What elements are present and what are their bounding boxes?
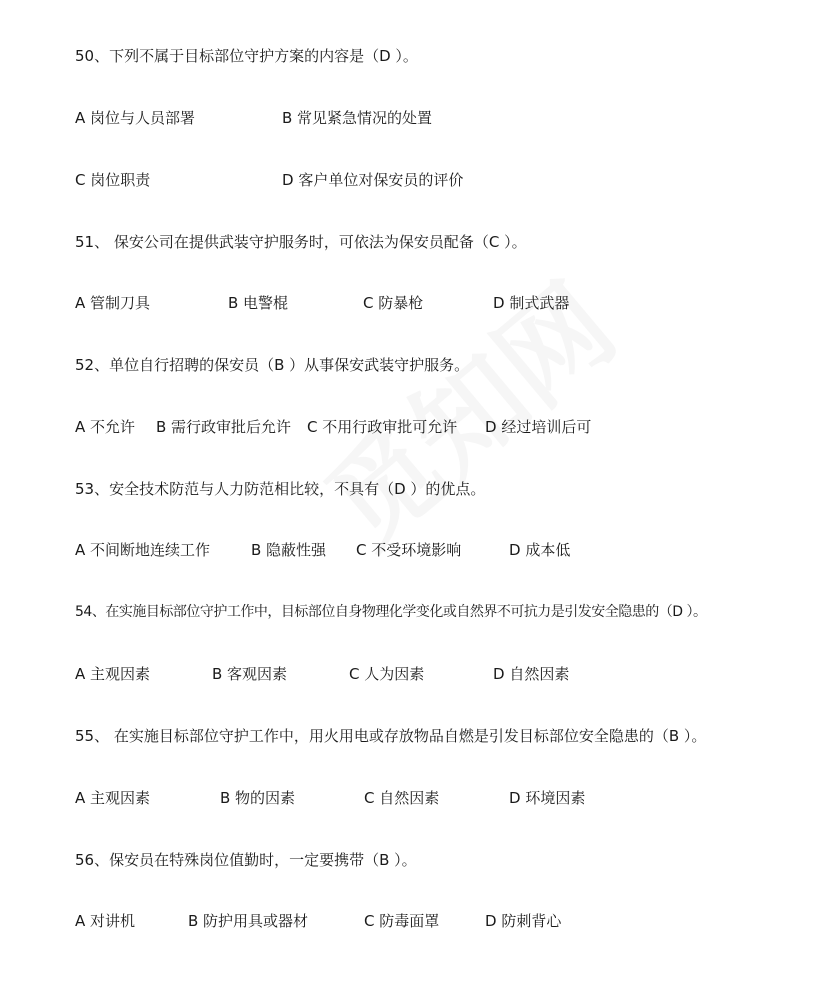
question-51-stem: 51、 保安公司在提供武装守护服务时，可依法为保安员配备（C ）。 (75, 233, 527, 251)
question-54-option-b: B 客观因素 (212, 665, 288, 683)
question-51-option-a: A 管制刀具 (75, 294, 151, 312)
question-51-option-c: C 防暴枪 (363, 294, 424, 312)
question-55-option-a: A 主观因素 (75, 789, 151, 807)
question-55-option-b: B 物的因素 (220, 789, 296, 807)
question-56-option-d: D 防刺背心 (485, 912, 562, 930)
question-56-option-a: A 对讲机 (75, 912, 136, 930)
question-52-stem: 52、单位自行招聘的保安员（B ）从事保安武装守护服务。 (75, 356, 470, 374)
question-51-option-b: B 电警棍 (228, 294, 289, 312)
question-52-option-a: A 不允许 (75, 418, 136, 436)
question-55-option-c: C 自然因素 (364, 789, 440, 807)
question-53-option-b: B 隐蔽性强 (251, 541, 327, 559)
question-55-stem: 55、 在实施目标部位守护工作中，用火用电或存放物品自燃是引发目标部位安全隐患的（B ）。 (75, 727, 707, 745)
watermark (288, 242, 642, 575)
question-51-option-d: D 制式武器 (493, 294, 570, 312)
question-53-stem: 53、安全技术防范与人力防范相比较，不具有（D ）的优点。 (75, 480, 486, 498)
question-54-option-a: A 主观因素 (75, 665, 151, 683)
question-50-stem: 50、下列不属于目标部位守护方案的内容是（D ）。 (75, 47, 418, 65)
question-56-option-b: B 防护用具或器材 (188, 912, 309, 930)
question-53-option-a: A 不间断地连续工作 (75, 541, 211, 559)
question-54-option-c: C 人为因素 (349, 665, 425, 683)
question-53-option-d: D 成本低 (509, 541, 571, 559)
question-52-option-c: C 不用行政审批可允许 (307, 418, 458, 436)
question-56-stem: 56、保安员在特殊岗位值勤时，一定要携带（B ）。 (75, 851, 417, 869)
question-50-option-c: C 岗位职责 (75, 171, 151, 189)
question-50-option-d: D 客户单位对保安员的评价 (282, 171, 464, 189)
question-54-stem: 54、在实施目标部位守护工作中，目标部位自身物理化学变化或自然界不可抗力是引发安全隐患的（D ）。 (75, 604, 707, 620)
question-52-option-d: D 经过培训后可 (485, 418, 592, 436)
question-50-option-a: A 岗位与人员部署 (75, 109, 196, 127)
question-50-option-b: B 常见紧急情况的处置 (282, 109, 433, 127)
question-53-option-c: C 不受环境影响 (356, 541, 462, 559)
question-55-option-d: D 环境因素 (509, 789, 586, 807)
question-56-option-c: C 防毒面罩 (364, 912, 440, 930)
question-54-option-d: D 自然因素 (493, 665, 570, 683)
question-52-option-b: B 需行政审批后允许 (156, 418, 292, 436)
